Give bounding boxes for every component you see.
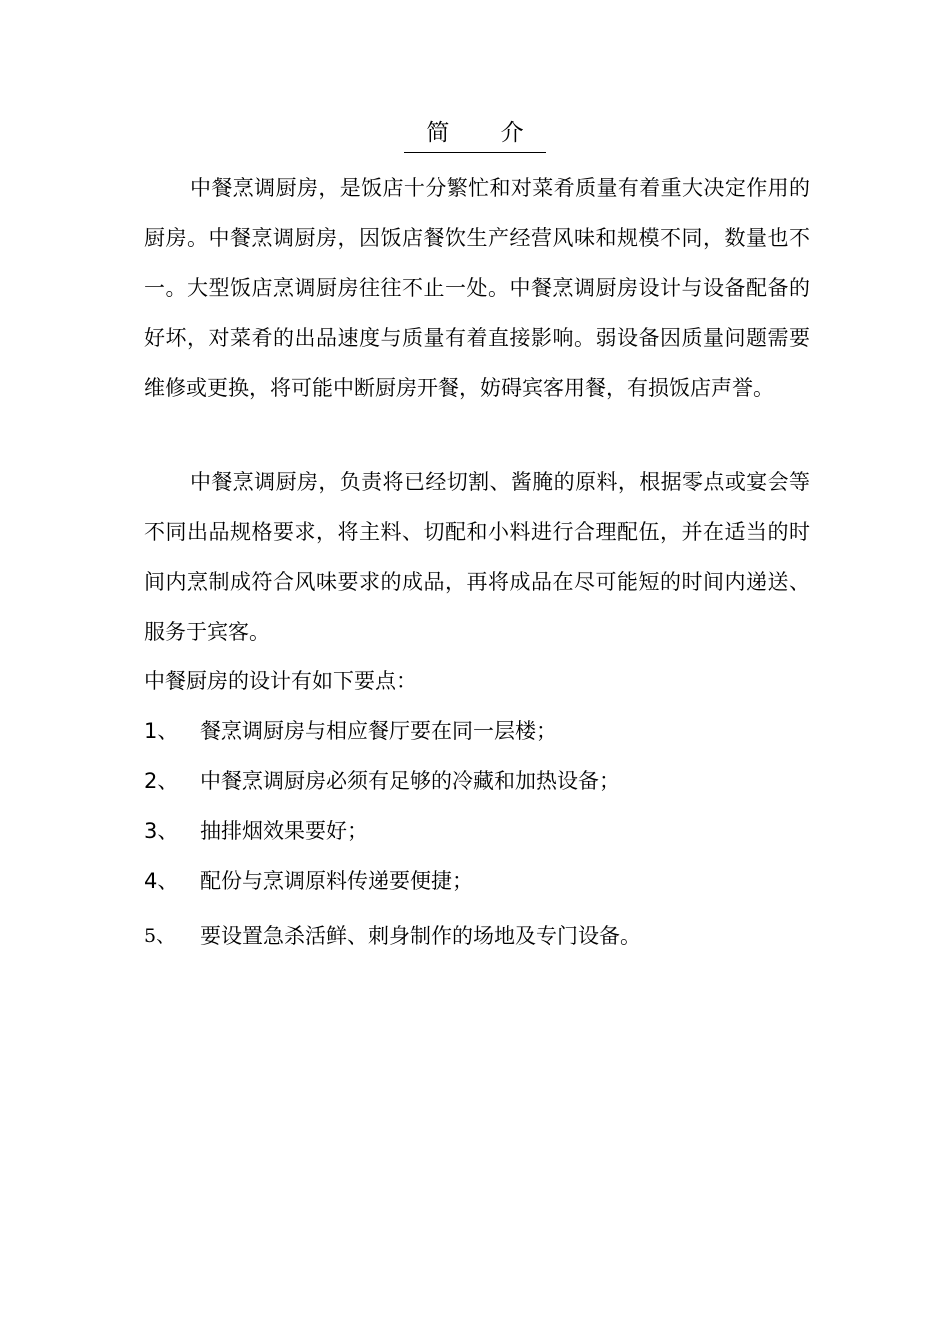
list-item [144, 856, 824, 906]
list-item-number: 2、 [144, 769, 179, 793]
design-points-list [144, 706, 824, 961]
list-item-number: 3、 [144, 819, 179, 843]
list-item-text: 配份与烹调原料传递要便捷； [200, 869, 473, 893]
list-item-text: 餐烹调厨房与相应餐厅要在同一层楼； [200, 719, 557, 743]
list-item-text: 中餐烹调厨房必须有足够的冷藏和加热设备； [200, 769, 620, 793]
list-item [144, 756, 824, 806]
list-item-number: 1、 [144, 719, 179, 743]
list-item [144, 706, 824, 756]
document-title-container [0, 113, 950, 153]
list-item-text: 抽排烟效果要好； [200, 819, 368, 843]
paragraph-2: 中餐烹调厨房，负责将已经切割、酱腌的原料，根据零点或宴会等不同出品规格要求，将主料、切配和小料进行合理配伍，并在适当的时间内烹制成符合风味要求的成品，再将成品在尽可能短的时间内递送、服务于宾客。 [144, 470, 810, 644]
list-item [144, 806, 824, 856]
points-intro: 中餐厨房的设计有如下要点： [144, 669, 417, 693]
list-item-number: 5、 [144, 925, 176, 947]
paragraph-1: 中餐烹调厨房，是饭店十分繁忙和对菜肴质量有着重大决定作用的厨房。中餐烹调厨房，因饭店餐饮生产经营风味和规模不同，数量也不一。大型饭店烹调厨房往往不止一处。中餐烹调厨房设计与设备配备的好坏，对菜肴的出品速度与质量有着直接影响。弱设备因质量问题需要维修或更换，将可能中断厨房开餐，妨碍宾客用餐，有损饭店声誉。 [144, 176, 810, 400]
list-item [144, 911, 824, 961]
list-item-number: 4、 [144, 869, 179, 893]
list-item-text: 要设置急杀活鲜、刺身制作的场地及专门设备。 [200, 924, 641, 948]
document-title: 简 介 [404, 114, 545, 153]
